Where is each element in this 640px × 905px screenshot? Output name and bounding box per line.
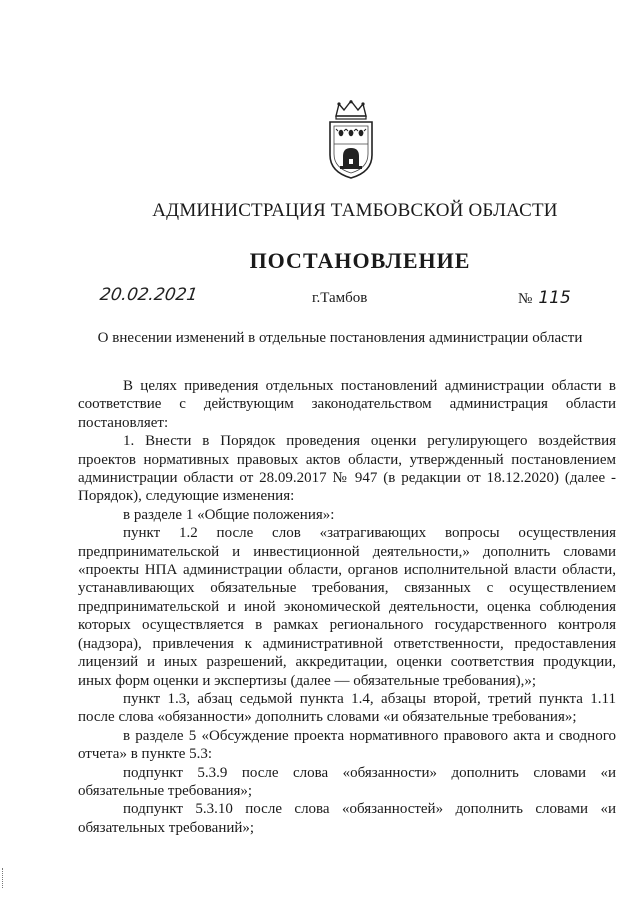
paragraph: в разделе 1 «Общие положения»: xyxy=(123,506,335,523)
document-number xyxy=(518,288,571,308)
document-date: 20.02.2021 xyxy=(98,285,199,305)
paragraph: в разделе 5 «Обсуждение проекта нормативного правового акта и сводного отчета» в пункте 5.3: xyxy=(78,727,616,763)
paragraph: подпункт 5.3.9 после слова «обязанности» дополнить словами «и обязательные требования»; xyxy=(78,764,616,799)
number-value: 115 xyxy=(538,288,571,308)
number-label: № xyxy=(518,291,533,307)
paragraph: подпункт 5.3.10 после слова «обязанностей» дополнить словами «и обязательных требований»; xyxy=(78,801,616,836)
document-subject: О внесении изменений в отдельные постановления администрации области xyxy=(97,330,583,346)
document-city: г.Тамбов xyxy=(312,290,368,306)
tambov-coat-of-arms-icon xyxy=(322,100,380,180)
document-type: ПОСТАНОВЛЕНИЕ xyxy=(249,248,471,273)
paragraph: В целях приведения отдельных постановлений администрации области в соответствие с действующим законодательством администрация области постановляет: xyxy=(78,378,616,431)
organization-name: АДМИНИСТРАЦИЯ ТАМБОВСКОЙ ОБЛАСТИ xyxy=(152,200,558,221)
paragraph: 1. Внести в Порядок проведения оценки регулирующего воздействия проектов нормативных правовых актов области, утвержденный постановлением администрации области от 28.09.2017 № 947 (в редакции от 18.12.2020) (далее - Порядок), следующие изменения: xyxy=(78,433,616,505)
document-body xyxy=(78,377,616,837)
scan-edge-mark xyxy=(2,868,5,888)
paragraph: пункт 1.3, абзац седьмой пункта 1.4, абзацы второй, третий пункта 1.11 после слова «обязанности» дополнить словами «и обязательные требования»; xyxy=(78,690,616,726)
paragraph: пункт 1.2 после слов «затрагивающих вопросы осуществления предпринимательской и инвестиционной деятельности,» дополнить словами «проекты НПА администрации области, органов исполнительной власти области, устанавливающих обязательные требования, связанных с осуществлением предпринимательской и иной экономической деятельности, оценка соблюдения которых осуществляется в рамках регионального государственного контроля (надзора), привлечения к административной ответственности, предоставления лицензий и иных разрешений, аккредитации, оценки соответствия продукции, иных форм оценки и экспертизы (далее — обязательные требования),»; xyxy=(78,525,616,689)
